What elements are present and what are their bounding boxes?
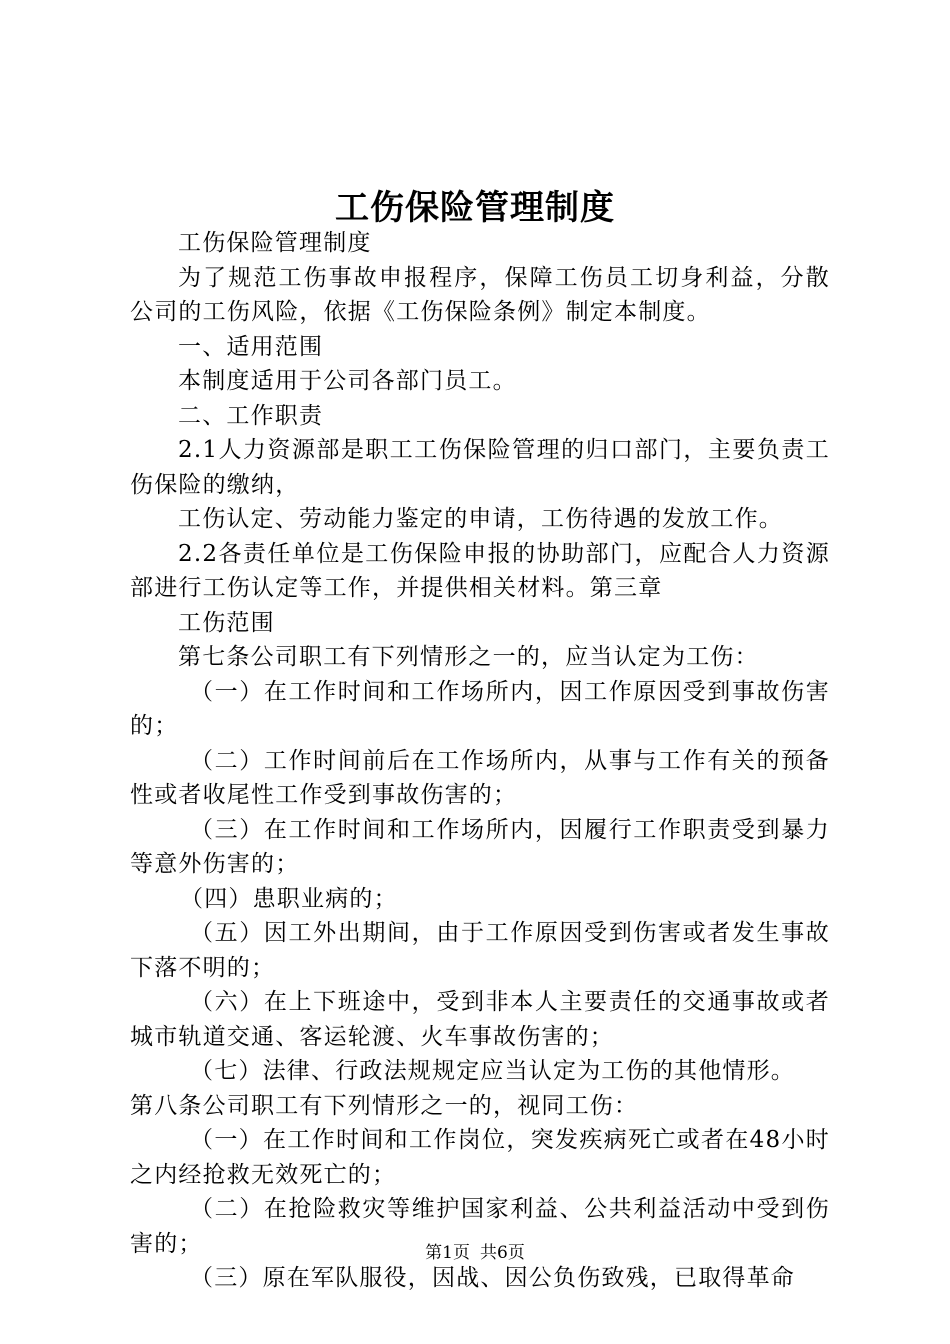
page-number-current: 第1页 bbox=[425, 1243, 470, 1263]
paragraph: （二）工作时间前后在工作场所内，从事与工作有关的预备性或者收尾性工作受到事故伤害的； bbox=[130, 747, 830, 808]
paragraph: 为了规范工伤事故申报程序，保障工伤员工切身利益，分散公司的工伤风险，依据《工伤保险条例》制定本制度。 bbox=[130, 264, 830, 325]
page-footer bbox=[0, 1241, 950, 1265]
paragraph: （三）在工作时间和工作场所内，因履行工作职责受到暴力等意外伤害的； bbox=[130, 816, 830, 877]
paragraph: 第八条公司职工有下列情形之一的，视同工伤： bbox=[130, 1092, 639, 1119]
paragraph: （六）在上下班途中，受到非本人主要责任的交通事故或者城市轨道交通、客运轮渡、火车事故伤害的； bbox=[130, 989, 830, 1050]
paragraph: （四）患职业病的； bbox=[180, 885, 398, 912]
document-title: 工伤保险管理制度 bbox=[335, 188, 615, 228]
paragraph: （七）法律、行政法规规定应当认定为工伤的其他情形。 bbox=[190, 1058, 795, 1084]
document-body bbox=[130, 226, 830, 1296]
paragraph: （五）因工外出期间，由于工作原因受到伤害或者发生事故下落不明的； bbox=[130, 920, 830, 981]
paragraph: 工伤范围 bbox=[178, 609, 275, 636]
paragraph: 工伤保险管理制度 bbox=[178, 230, 372, 256]
page-number-total: 共6页 bbox=[480, 1243, 525, 1263]
paragraph: （一）在工作时间和工作场所内，因工作原因受到事故伤害的； bbox=[130, 678, 830, 739]
paragraph: 第七条公司职工有下列情形之一的，应当认定为工伤： bbox=[178, 644, 759, 670]
paragraph: 2.2各责任单位是工伤保险申报的协助部门，应配合人力资源部进行工伤认定等工作，并提供相关材料。第三章 bbox=[130, 540, 830, 601]
paragraph: 二、工作职责 bbox=[178, 402, 324, 429]
paragraph: 一、适用范围 bbox=[178, 333, 324, 360]
paragraph: （三）原在军队服役，因战、因公负伤致残，已取得革命 bbox=[190, 1265, 795, 1291]
paragraph: （二）在抢险救灾等维护国家利益、公共利益活动中受到伤害的； bbox=[130, 1196, 830, 1257]
paragraph: 工伤认定、劳动能力鉴定的申请，工伤待遇的发放工作。 bbox=[178, 506, 783, 532]
paragraph: （一）在工作时间和工作岗位，突发疾病死亡或者在48小时之内经抢救无效死亡的； bbox=[130, 1127, 830, 1188]
paragraph: 2.1人力资源部是职工工伤保险管理的归口部门，主要负责工伤保险的缴纳， bbox=[130, 437, 830, 498]
paragraph: 本制度适用于公司各部门员工。 bbox=[178, 368, 517, 394]
